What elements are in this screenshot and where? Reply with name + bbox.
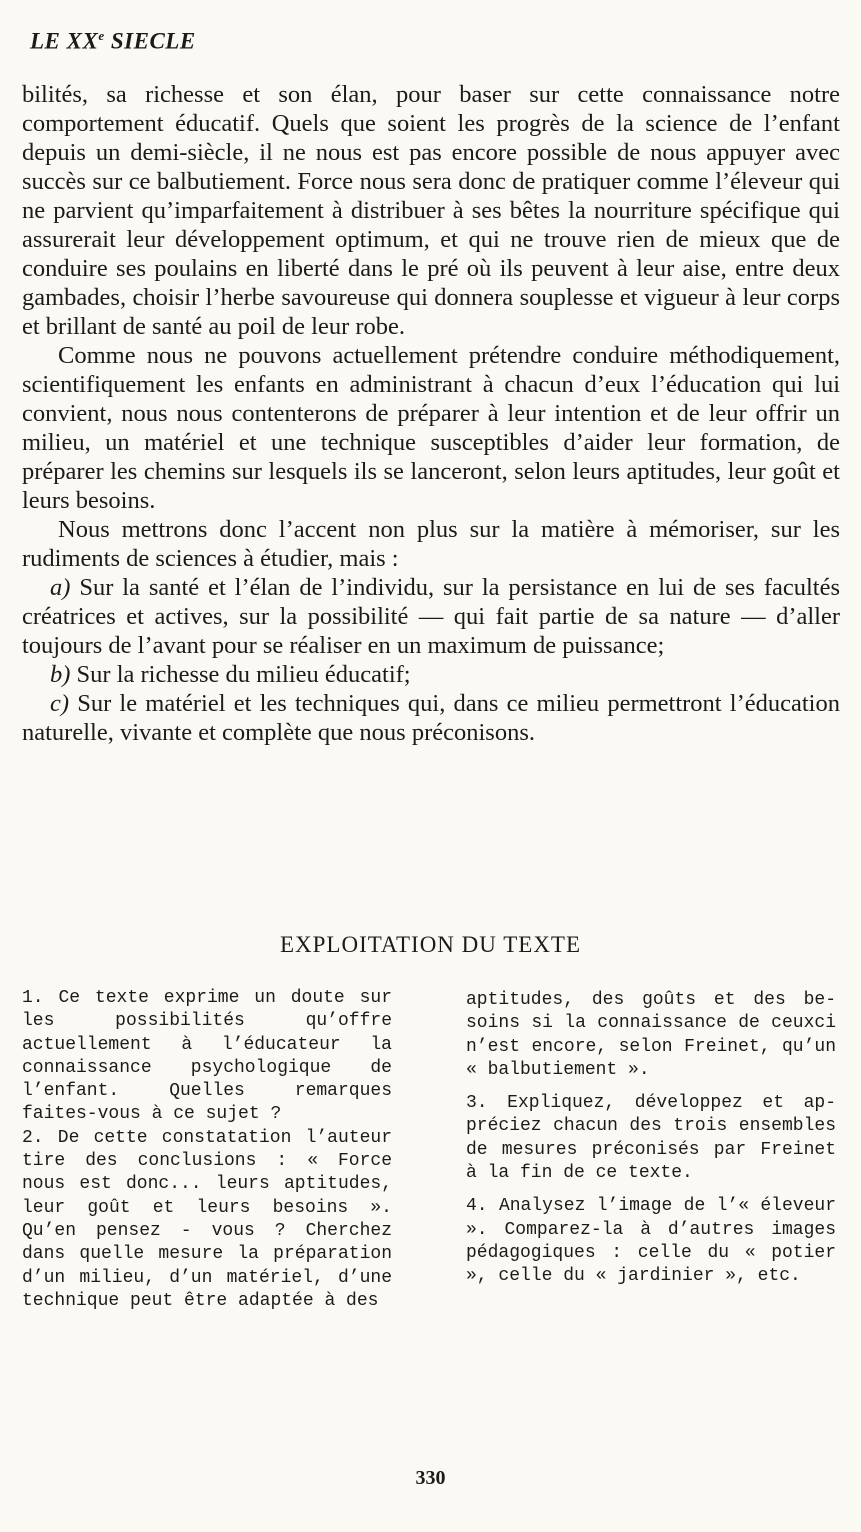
- running-head-text-end: SIECLE: [104, 28, 196, 54]
- main-text: [22, 80, 840, 747]
- exercise-3: 3. Expliquez, développez et appréciez chacun des trois ensembles de mesures préconisés par Freinet à la fin de ce texte.: [466, 1093, 836, 1184]
- item-letter: a): [50, 574, 71, 601]
- exercise-2: 2. De cette constatation l’auteur tire des conclusions : « Force nous est donc... leurs aptitudes, leur goût et leurs besoins ». Qu’en pensez - vous ? Cherchez dans quelle mesure la préparation d’un milieu, d’un matériel, d’une technique peut être adaptée à des: [22, 1127, 392, 1311]
- list-item-b: [22, 660, 840, 689]
- running-head: [30, 28, 196, 55]
- running-head-text: LE XX: [30, 28, 99, 54]
- running-head-superscript: e: [98, 28, 105, 43]
- page-number: 330: [415, 1467, 446, 1489]
- exercise-2-continued: aptitudes, des goûts et des besoins si la connaissance de ceuxci n’est encore, selon Freinet, qu’un « balbutiement ».: [466, 990, 836, 1080]
- item-text: Sur la santé et l’élan de l’individu, sur la persistance en lui de ses facultés créatrices et actives, sur la possibilité — qui fait partie de sa nature — d’aller toujours de l’avant pour se réaliser en un maximum de puissance;: [22, 574, 840, 659]
- paragraph: Comme nous ne pouvons actuellement prétendre conduire méthodiquement, scientifiquement les enfants en administrant à chacun d’eux l’éducation qui lui convient, nous nous contenterons de préparer à leur intention et de leur offrir un milieu, un matériel et une technique susceptibles d’aider leur formation, de préparer les chemins sur lesquels ils se lanceront, selon leurs aptitudes, leur goût et leurs besoins.: [22, 342, 840, 514]
- list-item-a: [22, 573, 840, 660]
- exercises-right-column: [466, 989, 836, 1299]
- paragraph: Nous mettrons donc l’accent non plus sur la matière à mémoriser, sur les rudiments de sciences à étudier, mais :: [22, 516, 840, 572]
- item-text: Sur le matériel et les techniques qui, dans ce milieu permettront l’éducation naturelle, vivante et complète que nous préconisons.: [22, 690, 840, 746]
- exercises-left-column: [22, 987, 392, 1313]
- section-title: EXPLOITATION DU TEXTE: [279, 932, 582, 957]
- item-letter: c): [50, 690, 70, 717]
- list-item-c: [22, 689, 840, 747]
- exercise-4: 4. Analysez l’image de l’« éleveur ». Comparez-la à d’autres images pédagogiques : celle du « potier », celle du « jardinier », etc.: [466, 1196, 836, 1287]
- item-letter: b): [50, 661, 71, 688]
- paragraph: bilités, sa richesse et son élan, pour baser sur cette connaissance notre comportement éducatif. Quels que soient les progrès de la science de l’enfant depuis un demi-siècle, il ne nous est pas encore possible de nous appuyer avec succès sur ce balbutiement. Force nous sera donc de pratiquer comme l’éleveur qui ne parvient qu’imparfaitement à distribuer à ses bêtes la nourriture spécifique qui assurerait leur développement optimum, et qui ne trouve rien de mieux que de conduire ses poulains en liberté dans le pré où ils peuvent à leur aise, entre deux gambades, choisir l’herbe savoureuse qui donnera souplesse et vigueur à leur corps et brillant de santé au poil de leur robe.: [22, 81, 840, 340]
- exercise-1: 1. Ce texte exprime un doute sur les possibilités qu’offre actuellement à l’éducateur la connaissance psychologique de l’enfant. Quelles remarques faites-vous à ce sujet ?: [22, 988, 392, 1125]
- item-text: Sur la richesse du milieu éducatif;: [70, 661, 411, 688]
